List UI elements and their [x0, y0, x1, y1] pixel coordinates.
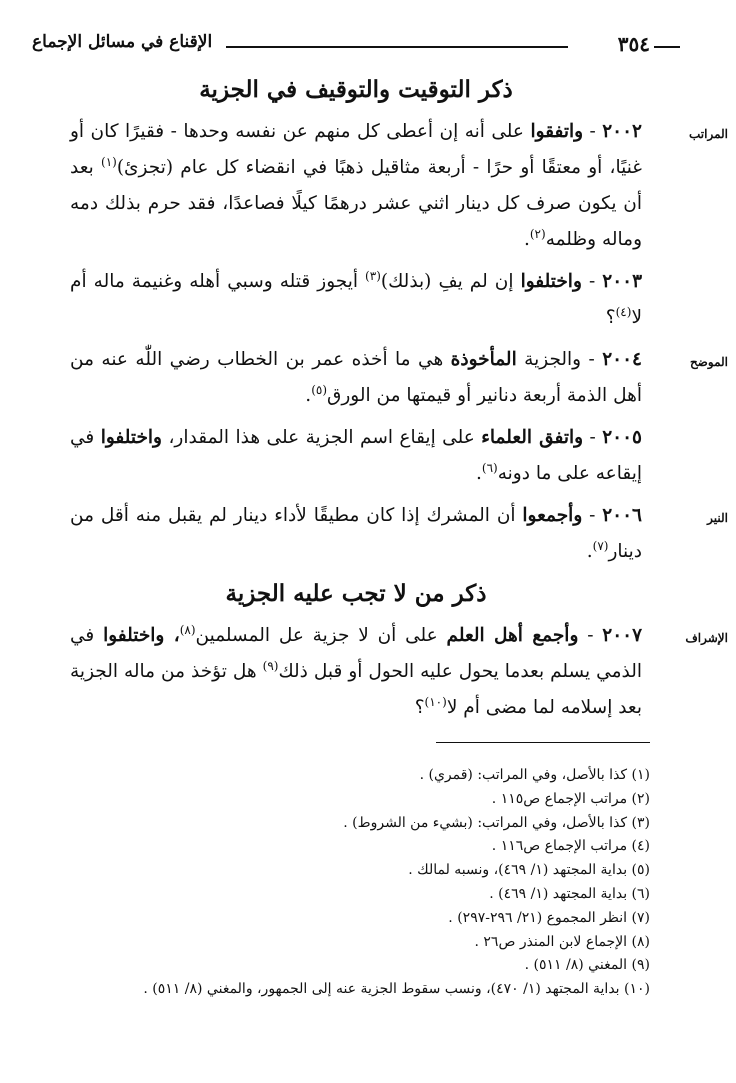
consensus-keyword: واتفق العلماء [481, 427, 584, 448]
section-title: ذكر من لا تجب عليه الجزية [225, 580, 487, 607]
bold-keyword: المأخوذة [450, 349, 517, 370]
paragraph-2002: المراتب ٢٠٠٢ - واتفقوا على أنه إن أعطى كل منهم عن نفسه وحدها - فقيرًا كان أو غنيًا، أو معتقًا أو حرًا - أربعة مثاقيل ذهبًا في انقضاء كل عام (تجزئ)$^{(١)}$ بعد أن يكون صرف كل دينار اثني عشر درهمًا كيلًا فصاعدًا، فقد حرم بذلك دمه وماله وظلمه$^{(٢)}$. [70, 114, 642, 258]
paragraph-2007: الإشراف ٢٠٠٧ - وأجمع أهل العلم على أن لا جزية عل المسلمين$^{(٨)}$، واختلفوا في الذمي يسلم بعدما يحول عليه الحول أو قبل ذلك$^{(٩)}$ هل تؤخذ من ماله الجزية بعد إسلامه لما مضى أم لا$^{(١٠)}$؟ [70, 618, 642, 726]
disagreement-keyword: واختلفوا [520, 271, 582, 292]
footnote-item: (٤) مراتب الإجماع ص١١٦ . [491, 838, 650, 855]
paragraph-text: إن لم يفِ (بذلك) [380, 271, 514, 292]
footnote-ref[interactable]: (٧) [592, 538, 609, 553]
paragraph-number: ٢٠٠٤ [602, 349, 642, 370]
footnote-ref[interactable]: (٨) [179, 622, 196, 637]
consensus-keyword: وأجمعوا [522, 505, 583, 526]
paragraph-text: على أنه إن أعطى كل منهم عن نفسه وحدها - فقيرًا كان أو غنيًا، أو معتقًا أو حرًا - أربعة مثاقيل ذهبًا في انقضاء كل عام (تجزئ) [70, 121, 642, 178]
paragraph-number: ٢٠٠٥ [602, 427, 642, 448]
paragraph-2004: الموضح ٢٠٠٤ - والجزية المأخوذة هي ما أخذه عمر بن الخطاب رضي اللّٰه عنه من أهل الذمة أربعة دنانير أو قيمتها من الورق$^{(٥)}$. [70, 342, 642, 414]
paragraph-text: والجزية [524, 349, 582, 370]
margin-source-label: الموضح [689, 355, 728, 369]
footnote-ref[interactable]: (٣) [365, 268, 381, 283]
footnote-item: (٩) المغني (٨/ ٥١١) . [524, 957, 650, 974]
paragraph-text: في إيقاعه على ما دونه [70, 427, 642, 484]
punctuation: . [305, 385, 312, 406]
margin-source-label: المراتب [688, 127, 728, 141]
punctuation: . [523, 229, 530, 250]
paragraph-number: ٢٠٠٦ [602, 505, 642, 526]
footnote-item: (٦) بداية المجتهد (١/ ٤٦٩) . [489, 885, 650, 902]
consensus-keyword: وأجمع أهل العلم [446, 625, 579, 646]
paragraph-number: ٢٠٠٣ [602, 271, 643, 292]
punctuation: . [586, 541, 593, 562]
footnote-separator [436, 742, 650, 743]
section-title: ذكر التوقيت والتوقيف في الجزية [199, 76, 513, 103]
footnote-ref[interactable]: (٥) [311, 382, 328, 397]
footnote-item: (١) كذا بالأصل، وفي المراتب: (قمري) . [419, 767, 650, 783]
footnote-ref[interactable]: (١) [101, 154, 117, 169]
paragraph-text: على أن لا جزية عل المسلمين [195, 625, 438, 646]
paragraph-text: أيجوز قتله وسبي أهله وغنيمة ماله أم لا [70, 271, 642, 328]
footnote-ref[interactable]: (١٠) [424, 694, 447, 709]
footnote-item: (١٠) بداية المجتهد (١/ ٤٧٠)، ونسب سقوط الجزية عنه إلى الجمهور، والمغني (٨/ ٥١١) . [143, 981, 650, 998]
footnote-item: (٧) انظر المجموع (٢١/ ٢٩٦-٢٩٧) . [448, 909, 650, 926]
paragraph-text: هل تؤخذ من ماله الجزية بعد إسلامه لما مضى أم لا [70, 661, 642, 718]
footnote-ref[interactable]: (٦) [481, 460, 498, 475]
header-rule [226, 46, 568, 48]
disagreement-keyword: ، واختلفوا [103, 625, 180, 646]
punctuation: . [476, 463, 482, 484]
page-number: ٣٥٤ [617, 32, 650, 56]
footnote-item: (٣) كذا بالأصل، وفي المراتب: (بشيء من الشروط) . [343, 814, 650, 831]
punctuation: ؟ [414, 697, 425, 718]
paragraph-text: بعد أن يكون صرف كل دينار اثني عشر درهمًا كيلًا فصاعدًا، فقد حرم بذلك دمه وماله وظلمه [70, 157, 642, 250]
paragraph-text: أن المشرك إذا كان مطيقًا لأداء دينار لم يقبل منه أقل من دينار [70, 505, 642, 562]
footnote-ref[interactable]: (٩) [262, 658, 279, 673]
footnotes [50, 764, 650, 1002]
paragraph-2006: النير ٢٠٠٦ - وأجمعوا أن المشرك إذا كان مطيقًا لأداء دينار لم يقبل منه أقل من دينار$^{(٧)}$. [70, 498, 642, 570]
footnote-item: (٨) الإجماع لابن المنذر ص٢٦ . [474, 933, 650, 950]
running-header [30, 32, 652, 62]
paragraph-text: هي ما أخذه عمر بن الخطاب رضي اللّٰه عنه من أهل الذمة أربعة دنانير أو قيمتها من الورق [70, 349, 642, 406]
consensus-keyword: واتفقوا [530, 121, 584, 142]
main-text [70, 72, 728, 732]
paragraph-text: في الذمي يسلم بعدما يحول عليه الحول أو قبل ذلك [70, 625, 642, 682]
paragraph-text: على إيقاع اسم الجزية على هذا المقدار، [168, 427, 475, 448]
footnote-item: (٢) مراتب الإجماع ص١١٥ . [491, 790, 650, 807]
book-title: الإقناع في مسائل الإجماع [32, 32, 213, 52]
footnote-ref[interactable]: (٢) [529, 226, 546, 241]
paragraph-number: ٢٠٠٢ [602, 121, 642, 142]
header-rule-right [654, 46, 680, 48]
paragraph-2003: ٢٠٠٣ - واختلفوا إن لم يفِ (بذلك)$^{(٣)}$ أيجوز قتله وسبي أهله وغنيمة ماله أم لا$^{(٤)}$؟ [70, 268, 643, 328]
paragraph-number: ٢٠٠٧ [602, 625, 643, 646]
footnote-item: (٥) بداية المجتهد (١/ ٤٦٩)، ونسبه لمالك . [408, 862, 650, 879]
margin-source-label: الإشراف [685, 631, 728, 645]
paragraph-2005: ٢٠٠٥ - واتفق العلماء على إيقاع اسم الجزية على هذا المقدار، واختلفوا في إيقاعه على ما دونه$^{(٦)}$. [70, 427, 642, 484]
footnote-ref[interactable]: (٤) [615, 304, 632, 319]
punctuation: ؟ [605, 307, 616, 328]
margin-source-label: النير [707, 511, 728, 525]
disagreement-keyword: واختلفوا [100, 427, 162, 448]
